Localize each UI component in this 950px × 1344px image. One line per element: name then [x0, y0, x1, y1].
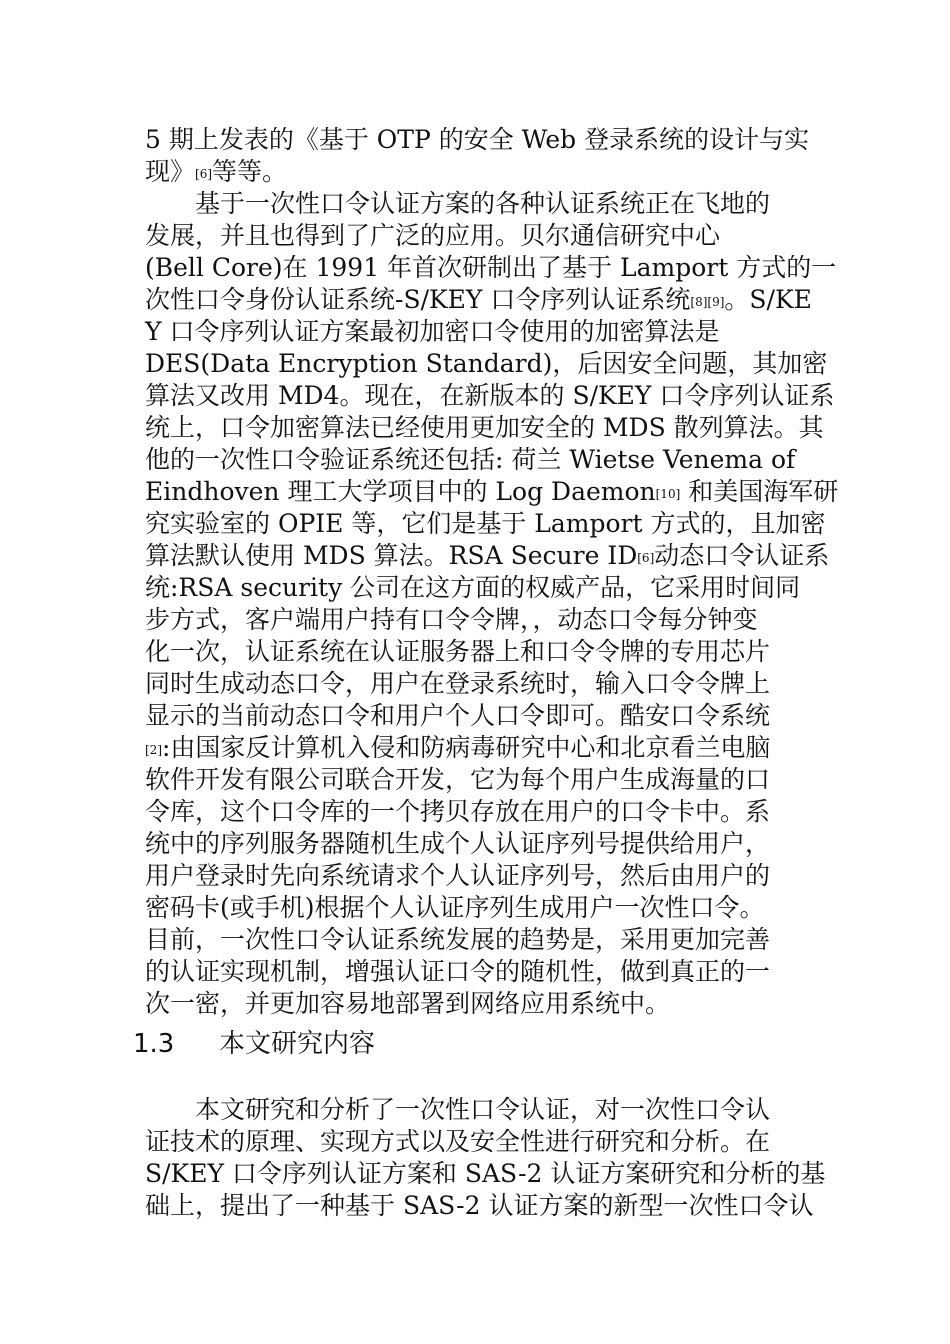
text-span: 显示的当前动态口令和用户个人口令即可。酷安口令系统: [145, 701, 771, 730]
citation-ref: [6]: [195, 167, 213, 181]
text-span: 发展，并且也得到了广泛的应用。贝尔通信研究中心: [145, 221, 721, 250]
text-span: 用户登录时先向系统请求个人认证序列号，然后由用户的: [145, 861, 771, 890]
text-line: [195, 1094, 865, 1126]
text-line: [145, 1190, 815, 1222]
text-line: [145, 284, 815, 316]
text-span: 统上，口令加密算法已经使用更加安全的 MDS 散列算法。其: [145, 413, 824, 442]
text-span: 。S/KE: [724, 285, 812, 314]
text-span: 现》: [145, 157, 196, 186]
text-line: [145, 540, 830, 572]
text-span: 统中的序列服务器随机生成个人认证序列号提供给用户，: [145, 829, 771, 858]
citation-ref: [6]: [637, 551, 655, 565]
text-line: [145, 156, 815, 188]
text-span: 本文研究和分析了一次性口令认证，对一次性口令认: [195, 1095, 771, 1124]
text-span: 目前，一次性口令认证系统发展的趋势是，采用更加完善: [145, 925, 771, 954]
text-span: 步方式，客户端用户持有口令令牌，，动态口令每分钟变: [145, 605, 758, 634]
citation-ref: [2]: [145, 743, 162, 757]
text-span: 究实验室的 OPIE 等，它们是基于 Lamport 方式的，且加密: [145, 509, 826, 538]
section-title: 本文研究内容: [219, 1029, 376, 1059]
text-span: 动态口令认证系: [654, 541, 830, 570]
text-line: [145, 700, 815, 732]
text-line: [145, 252, 837, 284]
text-line: [145, 508, 826, 540]
text-span: 同时生成动态口令，用户在登录系统时，输入口令令牌上: [145, 669, 771, 698]
text-line: [145, 988, 815, 1020]
text-span: 次性口令身份认证系统-S/KEY 口令序列认证系统: [145, 285, 691, 314]
text-line: [145, 1158, 826, 1190]
text-span: 密码卡(或手机)根据个人认证序列生成用户一次性口令。: [145, 893, 765, 922]
text-span: 软件开发有限公司联合开发，它为每个用户生成海量的口: [145, 765, 771, 794]
text-line: [145, 348, 828, 380]
text-span: 础上，提出了一种基于 SAS-2 认证方案的新型一次性口令认: [145, 1191, 814, 1220]
citation-ref: [10]: [655, 487, 681, 501]
text-span: 5 期上发表的《基于 OTP 的安全 Web 登录系统的设计与实: [145, 125, 810, 154]
section-number: 1.3: [133, 1029, 175, 1059]
text-line: [145, 764, 815, 796]
text-line: [145, 828, 815, 860]
text-span: 算法又改用 MD4。现在，在新版本的 S/KEY 口令序列认证系: [145, 381, 835, 410]
text-line: [145, 636, 815, 668]
text-line: [145, 572, 815, 604]
text-line: [145, 1126, 815, 1158]
text-span: 的认证实现机制，增强认证口令的随机性，做到真正的一: [145, 957, 771, 986]
text-line: [145, 732, 815, 764]
text-line: [145, 444, 815, 476]
text-line: [195, 188, 865, 220]
section-heading: [133, 1028, 375, 1060]
text-span: 令库，这个口令库的一个拷贝存放在用户的口令卡中。系: [145, 797, 771, 826]
text-line: [145, 476, 839, 508]
text-span: 统:RSA security 公司在这方面的权威产品，它采用时间同: [145, 573, 801, 602]
text-line: [145, 924, 815, 956]
text-line: [145, 316, 815, 348]
text-span: S/KEY 口令序列认证方案和 SAS-2 认证方案研究和分析的基: [145, 1159, 826, 1188]
text-span: 算法默认使用 MDS 算法。RSA Secure ID: [145, 541, 638, 570]
text-span: 他的一次性口令验证系统还包括: 荷兰 Wietse Venema of: [145, 445, 796, 474]
text-span: 次一密，并更加容易地部署到网络应用系统中。: [145, 989, 671, 1018]
text-span: 和美国海军研: [680, 477, 839, 506]
text-span: 基于一次性口令认证方案的各种认证系统正在飞地的: [195, 189, 771, 218]
text-span: Eindhoven 理工大学项目中的 Log Daemon: [145, 477, 656, 506]
text-span: Y 口令序列认证方案最初加密口令使用的加密算法是: [145, 317, 720, 346]
text-span: 证技术的原理、实现方式以及安全性进行研究和分析。在: [145, 1127, 771, 1156]
text-span: (Bell Core)在 1991 年首次研制出了基于 Lamport 方式的一: [145, 253, 837, 282]
text-line: [145, 956, 815, 988]
text-span: :由国家反计算机入侵和防病毒研究中心和北京看兰电脑: [162, 733, 771, 762]
text-line: [145, 668, 815, 700]
citation-ref: [8][9]: [690, 295, 725, 309]
text-line: [145, 220, 815, 252]
text-line: [145, 860, 815, 892]
text-line: [145, 604, 815, 636]
text-line: [145, 412, 824, 444]
text-line: [145, 124, 815, 156]
text-line: [145, 380, 835, 412]
text-span: 化一次，认证系统在认证服务器上和口令令牌的专用芯片: [145, 637, 771, 666]
text-line: [145, 796, 815, 828]
text-span: 等等。: [212, 157, 288, 186]
text-line: [145, 892, 815, 924]
text-span: DES(Data Encryption Standard)，后因安全问题，其加密: [145, 349, 828, 378]
